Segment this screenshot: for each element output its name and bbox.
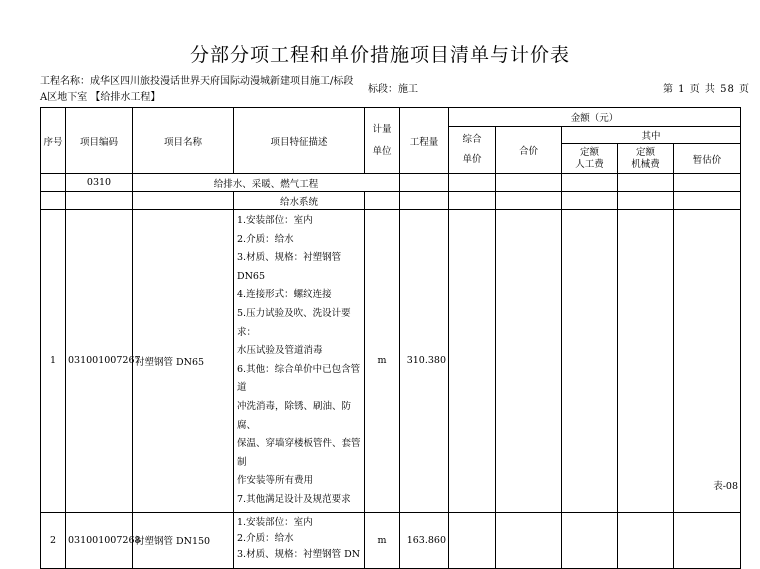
item-code: 031001007268 — [66, 512, 133, 568]
table-cell — [449, 192, 496, 210]
subgroup-name: 给水系统 — [234, 192, 365, 210]
feature-line: 4.连接形式：螺纹连接 — [237, 289, 332, 301]
header-provisional: 暂估价 — [674, 144, 741, 174]
table-cell — [449, 512, 496, 568]
table-cell — [449, 210, 496, 513]
header-machine-top: 定额 — [635, 146, 655, 158]
feature-line: 水压试验及管道消毒 — [237, 345, 323, 357]
table-cell — [674, 210, 741, 513]
table-cell — [365, 192, 400, 210]
header-unit-bottom: 单位 — [372, 145, 392, 157]
header-feature: 项目特征描述 — [234, 108, 365, 174]
table-cell — [618, 210, 674, 513]
header-seq: 序号 — [41, 108, 66, 174]
item-unit: m — [365, 512, 400, 568]
header-composite — [449, 127, 496, 174]
item-qty: 163.860 — [400, 512, 449, 568]
item-unit: m — [365, 210, 400, 513]
table-cell — [41, 192, 66, 210]
table-cell — [496, 210, 562, 513]
header-of-which: 其中 — [562, 127, 741, 144]
section-label: 标段：施工 — [368, 84, 418, 95]
page-indicator: 第 1 页 共 58 页 — [663, 84, 750, 95]
project-name: 工程名称：成华区四川旅投漫话世界天府国际动漫城新建项目施工/标段 A区地下室 【给排水工程】 — [40, 76, 354, 103]
feature-line: 3.材质、规格：衬塑钢管 DN65 — [237, 252, 342, 282]
table-cell — [449, 174, 496, 192]
feature-line: 保温、穿墙穿楼板管件、套管制 — [237, 438, 361, 468]
feature-line: 作安装等所有费用 — [237, 475, 314, 487]
table-cell — [400, 174, 449, 192]
table-cell — [562, 174, 618, 192]
table-cell — [562, 512, 618, 568]
header-amount: 金额（元） — [449, 108, 741, 127]
table-cell — [674, 512, 741, 568]
table-cell — [496, 174, 562, 192]
header-machine-bottom: 机械费 — [631, 158, 660, 170]
table-cell — [41, 174, 66, 192]
item-features — [234, 210, 365, 513]
feature-line: 冲洗消毒，除锈、刷油、防腐、 — [237, 400, 352, 431]
group-row — [41, 174, 741, 192]
table-cell — [133, 192, 234, 210]
item-qty: 310.380 — [400, 210, 449, 513]
table-cell — [618, 174, 674, 192]
table-cell — [562, 210, 618, 513]
header-unit-top: 计量 — [372, 123, 392, 135]
item-code: 031001007267 — [66, 210, 133, 513]
feature-line: 3.材质、规格：衬塑钢管 DN — [237, 548, 361, 560]
group-name: 给排水、采暖、燃气工程 — [133, 174, 400, 192]
item-features — [234, 512, 365, 568]
page-title: 分部分项工程和单价措施项目清单与计价表 — [189, 44, 570, 66]
table-cell — [674, 174, 741, 192]
header-row — [41, 108, 741, 127]
subgroup-row — [41, 192, 741, 210]
item-name: 衬塑钢管 DN65 — [133, 210, 234, 513]
header-labor — [562, 144, 618, 174]
header-total: 合价 — [496, 127, 562, 174]
item-name: 衬塑钢管 DN150 — [133, 512, 234, 568]
header-composite-bottom: 单价 — [462, 154, 482, 165]
header-code: 项目编码 — [66, 108, 133, 174]
feature-line: 5.压力试验及吹、洗设计要求： — [237, 307, 351, 338]
bill-of-quantities-table — [40, 107, 741, 569]
table-row — [41, 512, 741, 568]
header-composite-top: 综合 — [462, 134, 482, 145]
feature-line: 1.安装部位：室内 — [237, 516, 313, 528]
item-seq: 1 — [41, 210, 66, 513]
group-code: 0310 — [66, 174, 133, 192]
header-labor-bottom: 人工费 — [575, 158, 604, 170]
feature-line: 2.介质：给水 — [237, 233, 294, 245]
item-seq: 2 — [41, 512, 66, 568]
table-cell — [618, 512, 674, 568]
table-cell — [66, 192, 133, 210]
table-cell — [618, 192, 674, 210]
table-cell — [496, 192, 562, 210]
header-machine — [618, 144, 674, 174]
feature-line: 7.其他满足设计及规范要求 — [237, 493, 351, 505]
header-unit — [365, 108, 400, 174]
feature-line: 1.安装部位：室内 — [237, 215, 313, 226]
table-cell — [496, 512, 562, 568]
table-cell — [400, 192, 449, 210]
header-name: 项目名称 — [133, 108, 234, 174]
form-number: 表-08 — [713, 481, 738, 492]
feature-line: 2.介质：给水 — [237, 532, 294, 544]
table-cell — [562, 192, 618, 210]
table-cell — [674, 192, 741, 210]
table-row — [41, 210, 741, 513]
header-qty: 工程量 — [400, 108, 449, 174]
feature-line: 6.其他：综合单价中已包含管道 — [237, 363, 361, 394]
header-labor-top: 定额 — [579, 146, 599, 158]
